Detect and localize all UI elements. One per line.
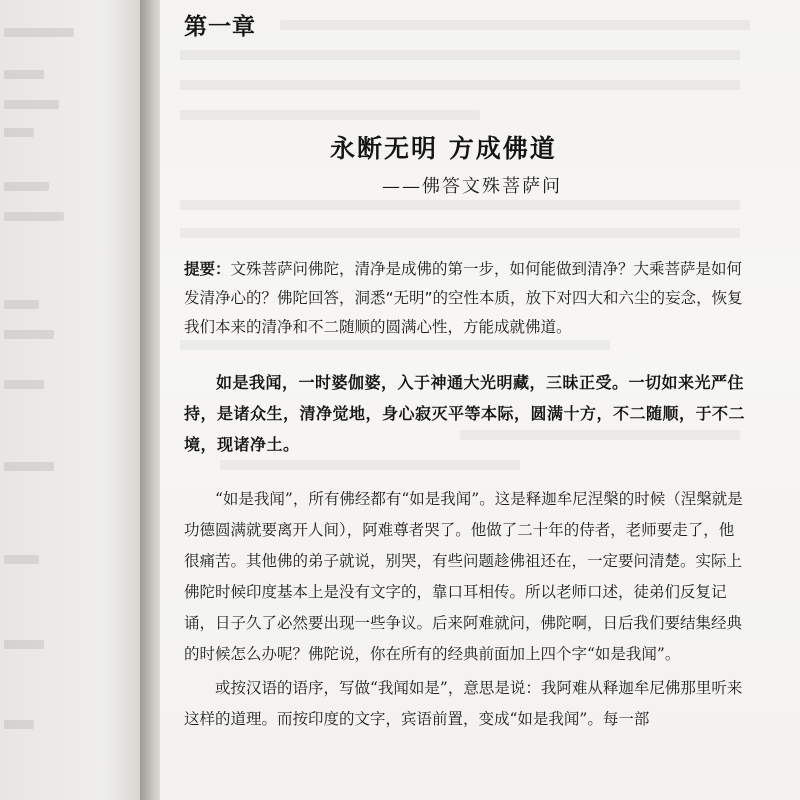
show-through-text [4, 128, 34, 137]
left-page [0, 0, 150, 800]
show-through-text [180, 200, 740, 210]
show-through-text [4, 380, 44, 389]
show-through-text [280, 20, 750, 30]
commentary-paragraph: “如是我闻”，所有佛经都有“如是我闻”。这是释迦牟尼涅槃的时候（涅槃就是功德圆满就要离开人间），阿难尊者哭了。他做了二十年的侍者，老师要走了，他很痛苦。其他佛的弟子就说，别哭，有些问题趁佛祖还在，一定要问清楚。实际上佛陀时候印度基本上是没有文字的，靠口耳相传。所以老师口述，徒弟们反复记诵，日子久了必然要出现一些争议。后来阿难就问，佛陀啊，日后我们要结集经典的时候怎么办呢？佛陀说，你在所有的经典前面加上四个字“如是我闻”。 [184, 490, 743, 663]
summary-text: 文殊菩萨问佛陀，清净是成佛的第一步，如何能做到清净？大乘菩萨是如何发清净心的？佛陀回答，洞悉“无明”的空性本质，放下对四大和六尘的妄念，恢复我们本来的清净和不二随顺的圆满心性，方能成就佛道。 [184, 260, 743, 336]
chapter-title: 永断无明 方成佛道 [330, 134, 557, 163]
chapter-subtitle: ——佛答文殊菩萨问 [382, 176, 562, 197]
show-through-text [4, 300, 39, 309]
chapter-label: 第一章 [184, 14, 256, 40]
show-through-text [180, 110, 480, 120]
commentary [184, 484, 744, 738]
show-through-text [180, 80, 740, 90]
show-through-text [4, 100, 59, 109]
sutra-quote: 如是我闻，一时婆伽婆，入于神通大光明藏，三昧正受。一切如来光严住持，是诸众生，清净觉地，身心寂灭平等本际，圆满十方，不二随顺，于不二境，现诸净土。 [184, 373, 746, 454]
show-through-text [4, 70, 44, 79]
show-through-text [4, 640, 44, 649]
show-through-text [4, 555, 39, 564]
show-through-text [4, 462, 54, 471]
show-through-text [4, 182, 49, 191]
summary-label: 提要： [184, 260, 231, 278]
summary-paragraph [184, 255, 744, 342]
show-through-text [4, 212, 64, 221]
show-through-text [4, 28, 74, 37]
right-page [160, 0, 800, 800]
show-through-text [4, 330, 54, 339]
commentary-paragraph: 或按汉语的语序，写做“我闻如是”，意思是说：我阿难从释迦牟尼佛那里听来这样的道理。而按印度的文字，宾语前置，变成“如是我闻”。每一部 [184, 679, 743, 728]
show-through-text [180, 228, 740, 238]
show-through-text [220, 460, 520, 470]
show-through-text [180, 50, 740, 60]
show-through-text [4, 720, 34, 729]
